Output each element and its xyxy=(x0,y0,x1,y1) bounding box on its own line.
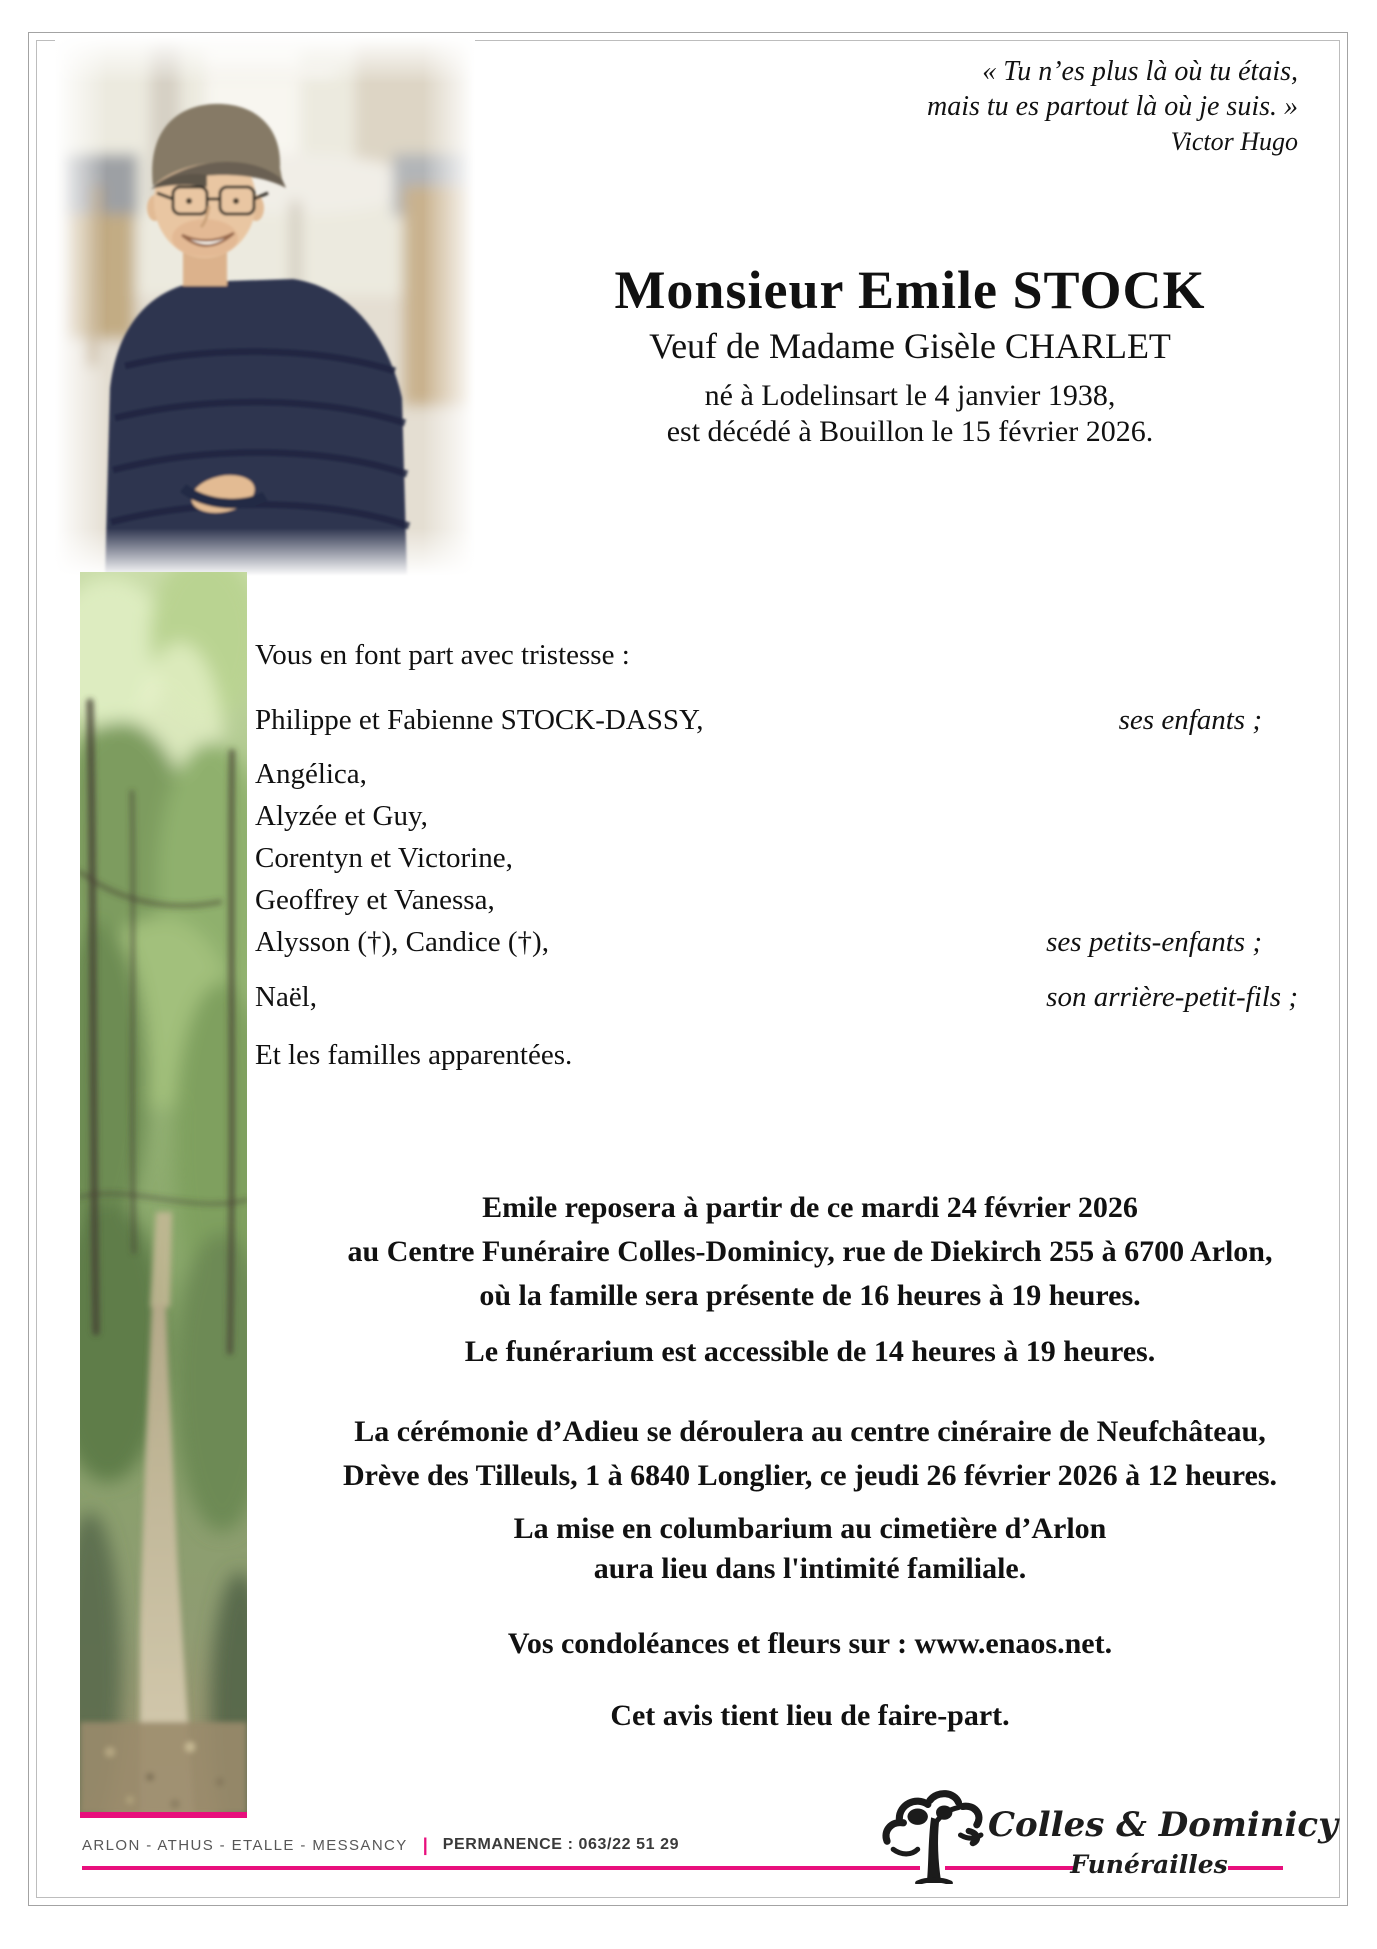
family-names: Naël, xyxy=(255,981,317,1013)
deceased-name: Monsieur Emile STOCK xyxy=(614,260,1206,320)
death-line: est décédé à Bouillon le 15 février 2026. xyxy=(666,415,1154,448)
announcement-intro: Vous en font part avec tristesse : xyxy=(255,639,630,671)
quote-line: « Tu n’es plus là où tu étais, xyxy=(982,56,1298,87)
notice-text: Cet avis tient lieu de faire-part. xyxy=(610,1699,1010,1732)
family-names: Philippe et Fabienne STOCK-DASSY, xyxy=(255,704,704,736)
repose-line: au Centre Funéraire Colles-Dominicy, rue de Diekirch 255 à 6700 Arlon, xyxy=(347,1235,1273,1268)
funerarium-line: Le funérarium est accessible de 14 heures à 19 heures. xyxy=(464,1335,1156,1368)
family-names: Et les familles apparentées. xyxy=(255,1039,573,1071)
forest-path-illustration xyxy=(80,572,247,1814)
funeral-home-name: Colles & Dominicy xyxy=(988,1805,1338,1845)
columbarium-info xyxy=(300,1509,1320,1589)
forest-path-photo xyxy=(80,572,247,1814)
condolences-line: Vos condoléances et fleurs sur : www.enaos.net. xyxy=(507,1627,1113,1660)
quote-line: mais tu es partout là où je suis. » xyxy=(926,91,1298,122)
footer-separator: | xyxy=(422,1834,428,1855)
footer-accent-line xyxy=(82,1866,920,1870)
photo-accent-underline xyxy=(80,1812,247,1818)
family-names: Angélica, xyxy=(255,758,367,790)
funeral-home-tagline: Funérailles xyxy=(1070,1850,1228,1879)
quote-attribution: Victor Hugo xyxy=(1170,127,1298,156)
memorial-quote xyxy=(927,54,1298,159)
relation-label: ses enfants ; xyxy=(1118,704,1262,736)
footer-permanence-phone: PERMANENCE : 063/22 51 29 xyxy=(442,1836,680,1853)
family-row xyxy=(255,837,513,879)
notice-line xyxy=(300,1694,1320,1738)
family-row xyxy=(255,921,1262,963)
condolences-info xyxy=(300,1622,1320,1666)
funerarium-info xyxy=(300,1330,1320,1374)
relation-label: son arrière-petit-fils ; xyxy=(1046,981,1298,1013)
family-names: Alyzée et Guy, xyxy=(255,800,428,832)
footer-contact-bar xyxy=(82,1832,679,1858)
family-row xyxy=(255,795,428,837)
family-row xyxy=(255,976,1298,1018)
funeral-home-tree-logo xyxy=(872,1782,996,1884)
farewell-line: Drève des Tilleuls, 1 à 6840 Longlier, ce jeudi 26 février 2026 à 12 heures. xyxy=(342,1459,1278,1492)
farewell-ceremony-info xyxy=(300,1410,1320,1498)
family-row xyxy=(255,1034,572,1076)
family-row xyxy=(255,699,1262,741)
tree-icon xyxy=(872,1782,996,1884)
deceased-block xyxy=(520,260,1300,450)
farewell-line: La cérémonie d’Adieu se déroulera au centre cinéraire de Neufchâteau, xyxy=(354,1415,1266,1448)
columbarium-line: aura lieu dans l'intimité familiale. xyxy=(593,1552,1027,1585)
relation-label: ses petits-enfants ; xyxy=(1046,926,1262,958)
family-names: Corentyn et Victorine, xyxy=(255,842,513,874)
repose-line: Emile reposera à partir de ce mardi 24 février 2026 xyxy=(482,1191,1138,1224)
birth-line: né à Lodelinsart le 4 janvier 1938, xyxy=(704,379,1116,412)
columbarium-line: La mise en columbarium au cimetière d’Arlon xyxy=(513,1512,1107,1545)
family-names: Alysson (†), Candice (†), xyxy=(255,926,549,958)
family-names: Geoffrey et Vanessa, xyxy=(255,884,495,916)
portrait-photo-illustration xyxy=(55,36,475,576)
repose-info xyxy=(300,1186,1320,1318)
footer-cities-list: ARLON - ATHUS - ETALLE - MESSANCY xyxy=(82,1836,408,1854)
family-row xyxy=(255,879,495,921)
family-row xyxy=(255,753,367,795)
portrait-photo xyxy=(55,36,475,576)
deceased-subtitle: Veuf de Madame Gisèle CHARLET xyxy=(649,326,1171,366)
repose-line: où la famille sera présente de 16 heures à 19 heures. xyxy=(479,1279,1141,1312)
